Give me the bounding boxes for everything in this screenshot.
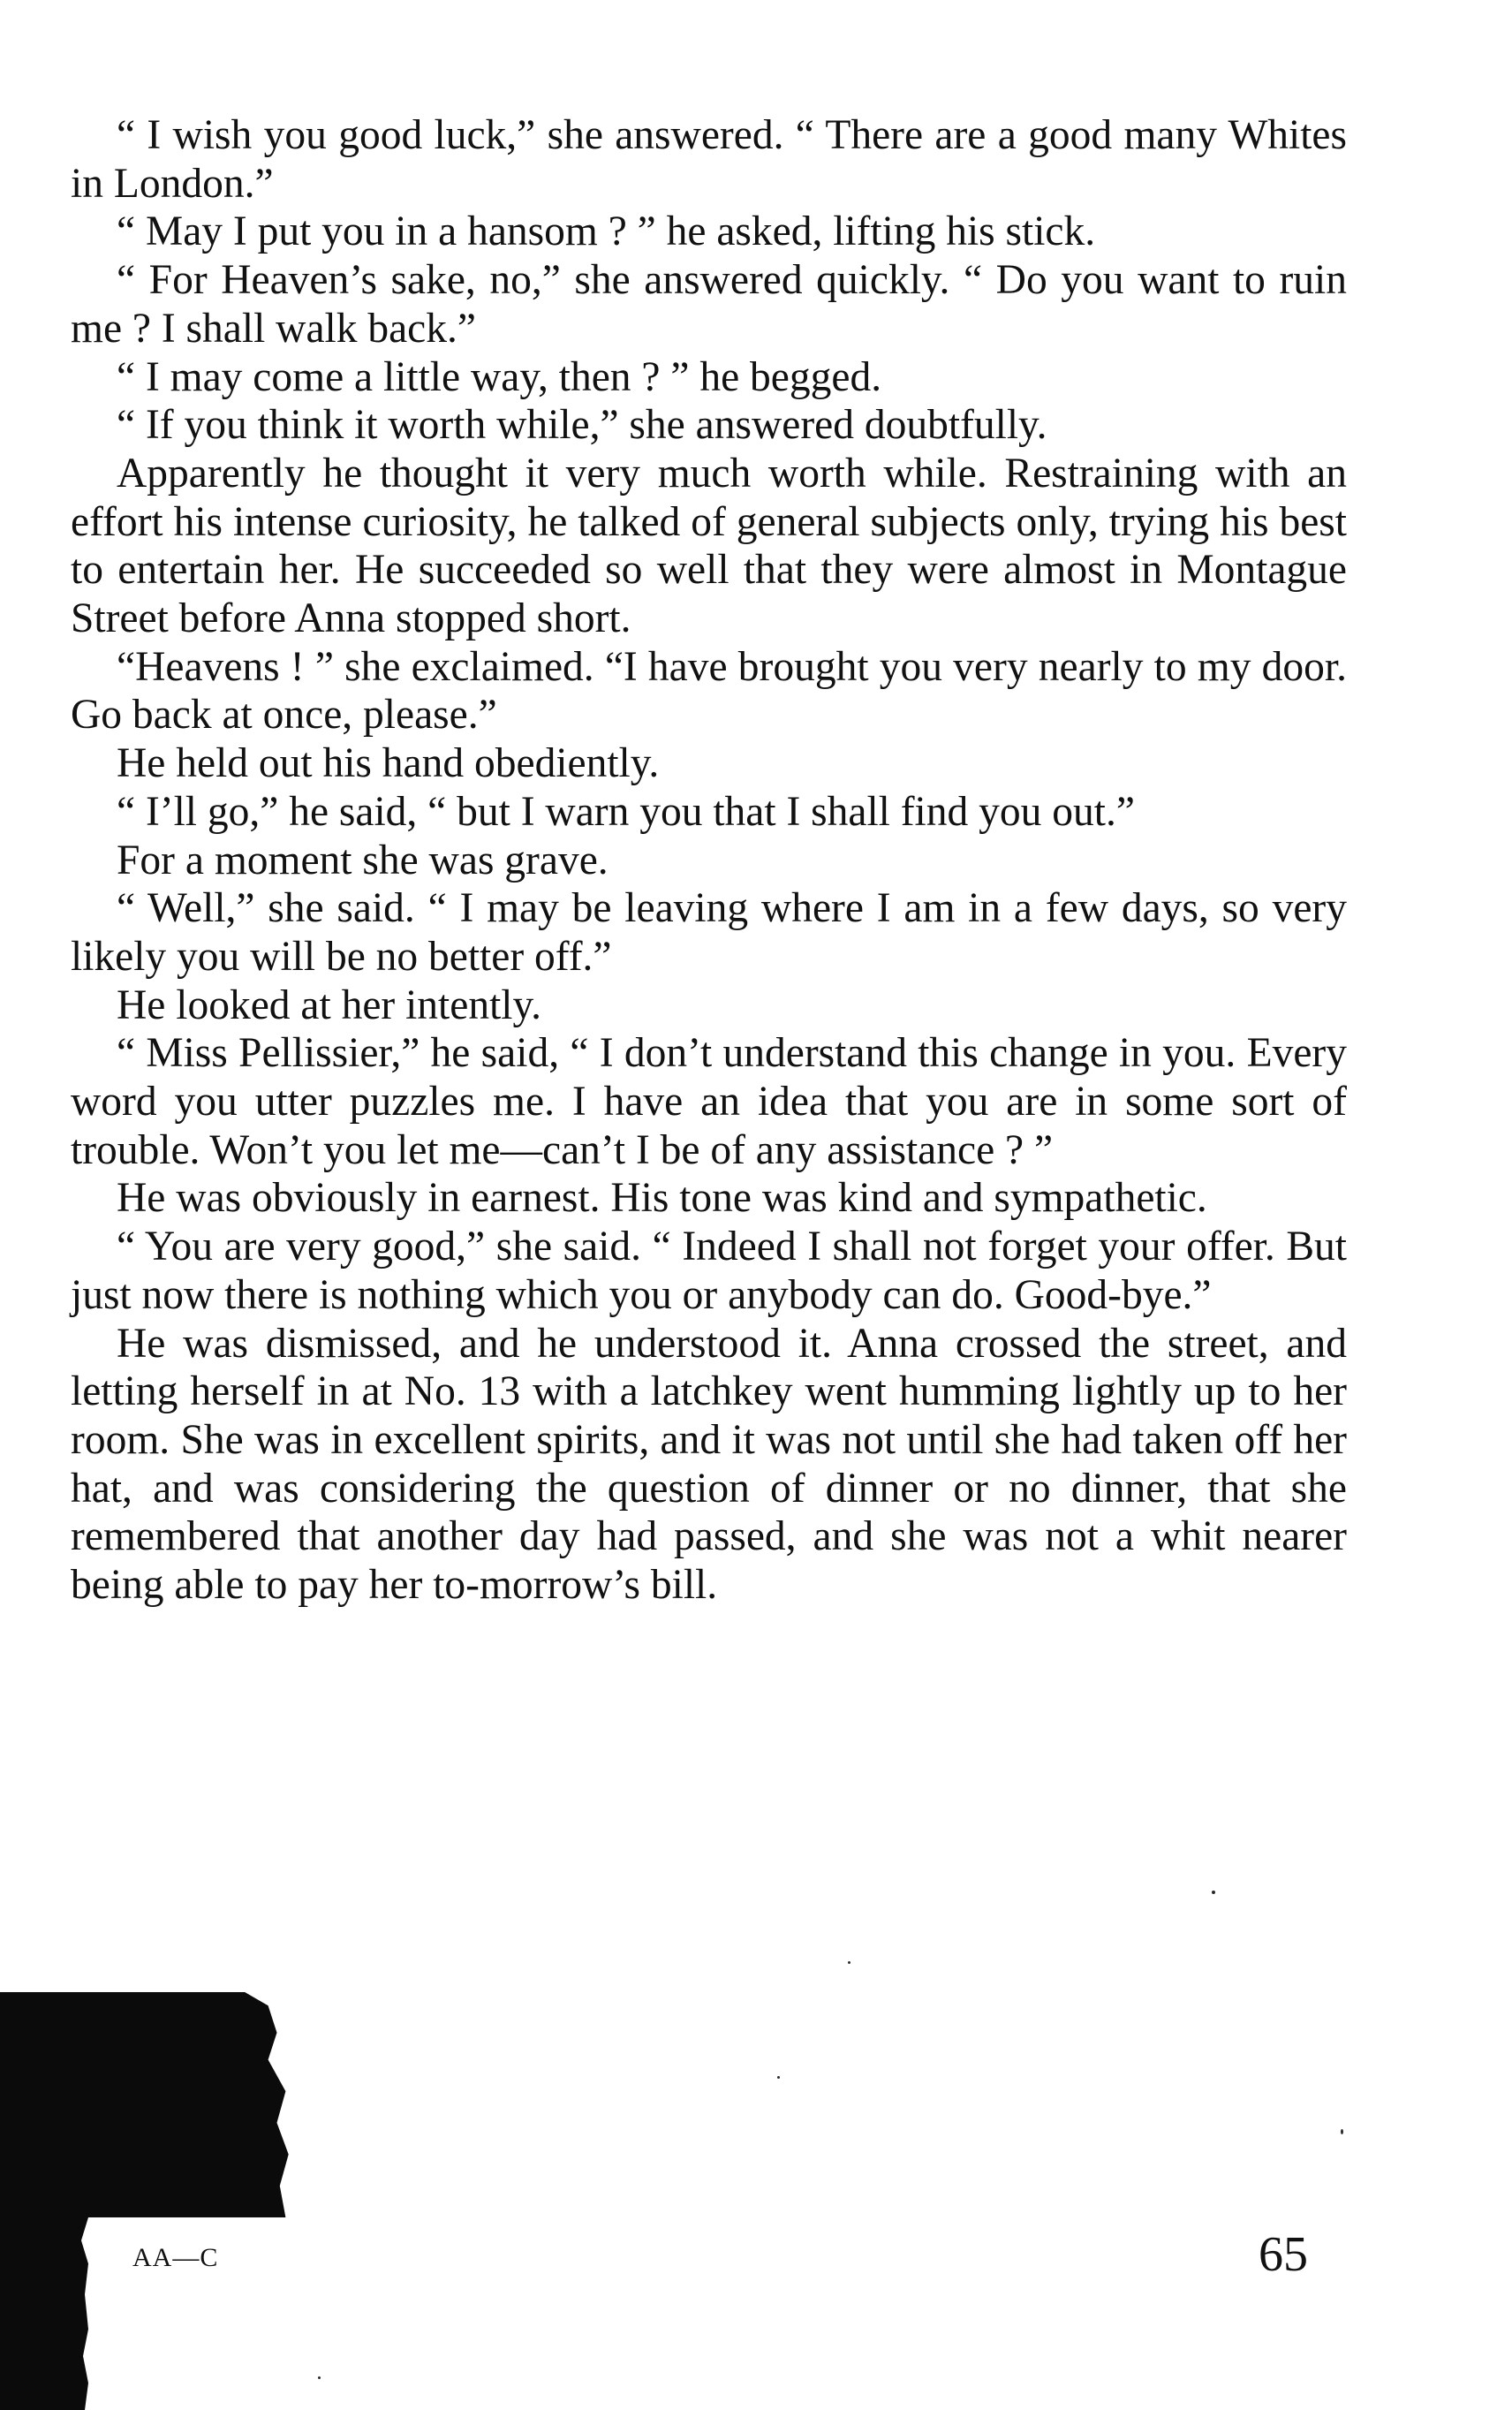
paragraph: For a moment she was grave. — [117, 837, 609, 883]
scan-shadow — [0, 2217, 88, 2410]
paragraph: “ You are very good,” she said. “ Indeed I shall not forget your offer. But just now there is nothing which you or anybody can do. Good-bye.” — [71, 1224, 1347, 1318]
paragraph: “ For Heaven’s sake, no,” she answered quickly. “ Do you want to ruin me ? I shall walk back.” — [71, 257, 1347, 352]
paragraph: “ I may come a little way, then ? ” he begged. — [117, 353, 882, 400]
paragraph: “ May I put you in a hansom ? ” he asked, lifting his stick. — [117, 208, 1096, 255]
paragraph: “ If you think it worth while,” she answered doubtfully. — [117, 402, 1047, 449]
page-number: 65 — [1259, 2227, 1308, 2282]
signature-mark: AA—C — [132, 2243, 219, 2272]
paragraph: He was obviously in earnest. His tone was kind and sympathetic. — [117, 1175, 1207, 1222]
paragraph: “Heavens ! ” she exclaimed. “I have brought you very nearly to my door. Go back at once, please.” — [71, 643, 1347, 739]
paragraph: He held out his hand obediently. — [117, 740, 660, 787]
paragraph: “ Well,” she said. “ I may be leaving where I am in a few days, so very likely you will be no better off.” — [71, 885, 1347, 980]
paragraph: He was dismissed, and he understood it. Anna crossed the street, and letting herself in at No. 13 with a latchkey went humming lightly up to her room. She was in excellent spirits, and it was not until she had taken off her hat, and was considering the question of dinner or no dinner, that she remembered that another day had passed, and she was not a whit nearer being able to pay her to-morrow’s bill. — [71, 1320, 1347, 1609]
scan-speck — [848, 1961, 850, 1964]
paragraph: “ Miss Pellissier,” he said, “ I don’t understand this change in you. Every word you utter puzzles me. I have an idea that you are in some sort of trouble. Won’t you let me—can’t I be of any assistance ? ” — [71, 1030, 1347, 1173]
scan-shadow — [0, 1992, 291, 2217]
paragraph: He looked at her intently. — [117, 981, 542, 1028]
scan-speck — [318, 2376, 321, 2379]
body-text — [71, 111, 1347, 1610]
paragraph: Apparently he thought it very much worth while. Restraining with an effort his intense curiosity, he talked of general subjects only, trying his best to entertain her. He succeeded so well that they were almost in Montague Street before Anna stopped short. — [71, 450, 1347, 642]
paragraph: “ I wish you good luck,” she answered. “ There are a good many Whites in London.” — [71, 112, 1347, 207]
scan-speck — [1212, 1891, 1215, 1894]
scan-speck — [1341, 2129, 1343, 2134]
scan-speck — [777, 2076, 780, 2079]
paragraph: “ I’ll go,” he said, “ but I warn you that I shall find you out.” — [117, 788, 1135, 835]
